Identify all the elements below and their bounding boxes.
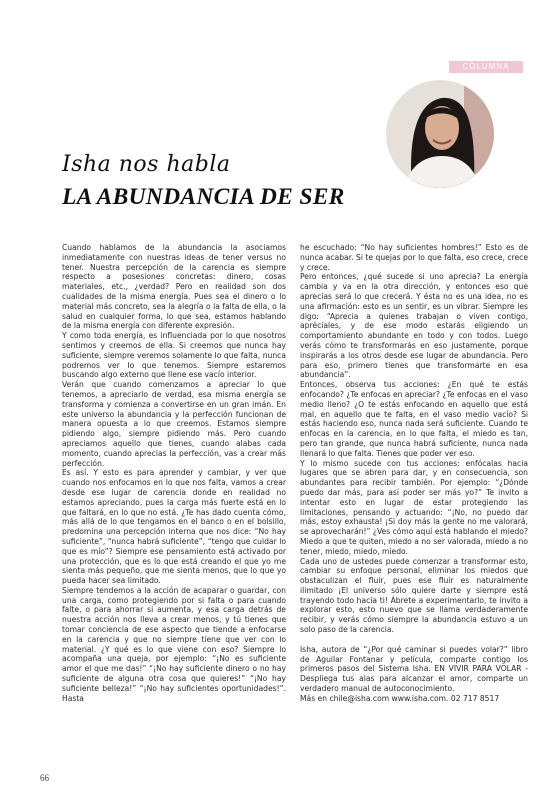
contact-info: Más en chile@isha.com www.isha.com. 02 717 8517 (300, 693, 500, 703)
paragraph: Es así. Y esto es para aprender y cambiar, y ver que cuando nos enfocamos en lo que nos falta, vamos a crear desde ese lugar de carencia donde en realidad no estamos apreciando, pues la carga más fuerte está en lo que faltará, en lo que no está. ¿Te has dado cuenta cómo, más allá de lo que tengamos en el banco o en el bolsillo, predomina una percepción interna que nos dice: “No hay suficiente”, “nunca habrá suficiente”, “tengo que cuidar lo que es mío”? Siempre ese pensamiento está activado por una protección, que es lo que está creando el que yo me sienta más pequeño, que me sienta menos, que lo que yo pueda hacer sea limitado. (62, 468, 286, 586)
article-column-right (300, 243, 528, 704)
author-bio: Isha, autora de “¿Por qué caminar si puedes volar?” libro de Aguilar Fontanar y película, comparte contigo los primeros pasos del Sistema Isha. EN VIVIR PARA VOLAR - Despliega tus alas para alcanzar el amor, comparte un verdadero manual de autoconocimiento. (300, 644, 528, 694)
page-number: 66 (40, 773, 49, 783)
paragraph: Cuando hablamos de la abundancia la asociamos inmediatamente con nuestras ideas de tener versus no tener. Nuestra percepción de la carencia es siempre respecto a posesiones concretas: dinero, cosas materiales, etc., ¿verdad? Pero en realidad son dos cualidades de la misma energía. Pues sea el dinero o lo material más concreto, sea la alegría o la falta de ella, o la salud en cualquier forma, lo que sea, estamos hablando de la misma energía con diferente expresión. (62, 243, 286, 331)
paragraph: Cada uno de ustedes puede comenzar a transformar esto, cambiar su enfoque personal, eliminar los miedos que obstaculizan el fluir, pues ese fluir es naturalmente ilimitado ¡El universo sólo quiere darte y siempre está trayendo todo hacia ti! Ábrete a experimentarlo, te invito a explorar esto, esto nuevo que se llama verdaderamente recibir, y verás cómo siempre la abundancia estuvo a un solo paso de la carencia. (300, 556, 528, 635)
section-tag: COLUMNA (449, 61, 523, 73)
article-column-left (62, 243, 286, 703)
paragraph: Siempre tendemos a la acción de acaparar o guardar, con una carga, como protegiendo por si falta o para cuando falte, o para ahorrar si aumenta, y esa carga detrás de nuestra acción nos lleva a crear menos, y tú tienes que tomar conciencia de ese aspecto que tiende a enfocarse en la carencia y que no siempre tiene que ver con lo material. ¿Y qué es lo que viene con eso? Siempre lo acompaña una queja, por ejemplo: “¡No es suficiente amor el que me das!” “¡No hay suficiente dinero o no hay suficiente de alguna otra cosa que quieres!” “¡No hay suficiente belleza!” “¡No hay suficientes oportunidades!”. Hasta (62, 585, 286, 703)
paragraph: Entonces, observa tus acciones: ¿En qué te estás enfocando? ¿Te enfocas en apreciar? ¿Te enfocas en el vaso medio lleno? ¿O te estás enfocando en aquello que está mal, en aquello que te falta, en el vaso medio vacío? Si estás haciendo eso, nunca nada será suficiente. Cuando te enfocas en la carencia, en lo que falta, el miedo es tan, pero tan grande, que nunca habrá suficiente, nunca nada llenará lo que falta. Tienes que poder ver eso. (300, 380, 528, 458)
paragraph: Y como toda energía, es influenciada por lo que nosotros sentimos y creemos de ella. Si creemos que nunca hay suficiente, siempre veremos solamente lo que falta, nunca podremos ver lo que tenemos. Siempre estaremos buscando algo externo que llene ese vacío interior. (62, 331, 286, 380)
article-title: LA ABUNDANCIA DE SER (62, 184, 345, 210)
paragraph: he escuchado: “No hay suficientes hombres!” Esto es de nunca acabar. Si te quejas por lo que falta, eso crece, crece y crece. (300, 243, 528, 272)
paragraph: Pero entonces, ¿qué sucede si uno aprecia? La energía cambia y va en la otra dirección, y entonces eso que aprecias será lo que crecerá. Y ésta no es una idea, no es una afirmación: esto es un sentir, es un vibrar. Siempre les digo: “Aprecia a quienes trabajan o viven contigo, apréciales, y de ese modo estarás eligiendo un comportamiento abundante en todo y con todos. Luego verás cómo te transformarás en eso justamente, porque inspirarás a los otros desde ese lugar de abundancia. Pero para eso, primero tienes que transformarte en esa abundancia”. (300, 272, 528, 380)
article-kicker: Isha nos habla (62, 152, 231, 177)
spacer (300, 635, 528, 645)
author-photo (386, 80, 494, 188)
paragraph: Y lo mismo sucede con tus acciones: enfócalas hacia lugares que se abren para dar, y en consecuencia, son abundantes para recibir también. Por ejemplo: “¿Dónde puedo dar más, para así poder ser más yo?” Te invito a intentar esto en lugar de estar protegiendo las limitaciones, pensando y actuando: “¡No, no puedo dar más, estoy exhausta! ¡Si doy más la gente no me valorará, se aprovecharán!” ¿Ves cómo aquí está hablando el miedo? Miedo a que te quiten, miedo a no ser valorada, miedo a no tener, miedo, miedo, miedo. (300, 458, 528, 556)
paragraph: Verán que cuando comenzamos a apreciar lo que tenemos, a apreciarlo de verdad, esa misma energía se transforma y comienza a convertirse en un gran imán. En este universo la abundancia y la perfección funcionan de manera opuesta a lo que creemos. Estamos siempre pidiendo algo, siempre pidiendo más. Pero cuando apreciamos aquello que tienes, cuando alabas cada momento, cuando aprecias la perfección, vas a crear más perfección. (62, 380, 286, 468)
